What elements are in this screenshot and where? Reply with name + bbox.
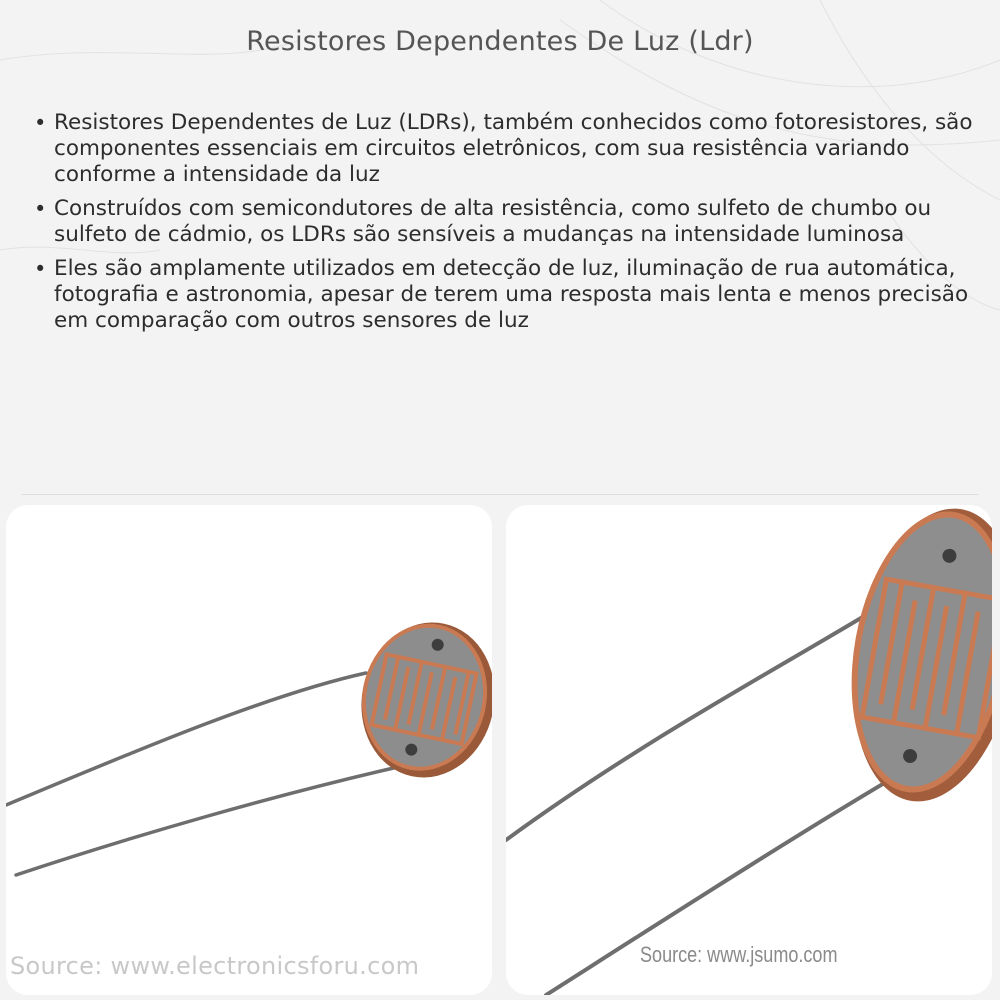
ldr-image-left [6,505,492,995]
bullet-dot: • [34,257,47,281]
bullet-item [30,110,980,188]
bullet-list [30,110,980,342]
section-divider [22,494,978,495]
image-source-left: Source: www.electronicsforu.com [10,952,420,980]
page-title: Resistores Dependentes De Luz (Ldr) [246,26,754,57]
bullet-dot: • [34,197,47,221]
ldr-illustration-left [6,505,492,995]
ldr-image-right [506,505,992,995]
image-source-right: Source: www.jsumo.com [640,942,838,967]
bullet-item [30,256,980,334]
bullet-text: Eles são amplamente utilizados em detecção de luz, iluminação de rua automática, fotografia e astronomia, apesar de terem uma resposta mais lenta e menos precisão em comparação com outros sensores de luz [54,256,969,333]
ldr-illustration-right [506,505,992,995]
bullet-text: Resistores Dependentes de Luz (LDRs), também conhecidos como fotoresistores, são componentes essenciais em circuitos eletrônicos, com sua resistência variando conforme a intensidade da luz [54,110,973,187]
bullet-text: Construídos com semicondutores de alta resistência, como sulfeto de chumbo ou sulfeto de cádmio, os LDRs são sensíveis a mudanças na intensidade luminosa [54,196,932,247]
bullet-item [30,196,980,248]
bullet-dot: • [34,111,47,135]
